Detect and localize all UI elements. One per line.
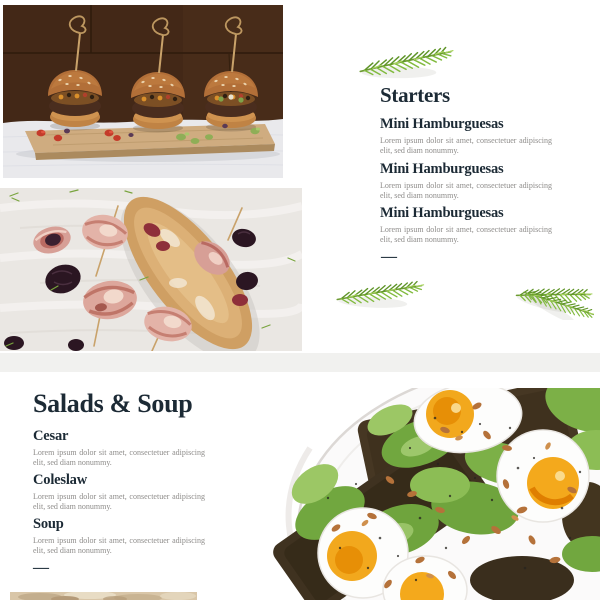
menu-item-name: Cesar [33,428,69,444]
menu-item-description: Lorem ipsum dolor sit amet, consectetuer adipiscing elit, sed diam nonummy. [380,135,552,155]
burgers-photo-illustration [3,5,283,178]
rosemary-sprig-icon [352,40,456,82]
menu-item-description: Lorem ipsum dolor sit amet, consectetuer adipiscing elit, sed diam nonummy. [33,491,205,511]
salads-section [0,372,600,600]
bread-photo-edge-illustration [10,592,197,600]
salads-title: Salads & Soup [33,389,193,418]
menu-item-name: Soup [33,516,64,532]
burgers-photo [3,5,283,178]
menu-item-soup [33,517,213,556]
menu-item-name: Coleslaw [33,472,87,488]
menu-item-starter-1 [380,117,560,156]
avocado-photo-illustration [270,388,600,600]
menu-item-coleslaw [33,473,213,512]
bacon-photo [0,188,302,351]
menu-item-cesar [33,429,213,468]
starters-title: Starters [380,83,450,107]
menu-item-starter-2 [380,162,560,201]
rosemary-sprig-icon [512,266,594,320]
menu-item-description: Lorem ipsum dolor sit amet, consectetuer adipiscing elit, sed diam nonummy. [380,224,552,244]
menu-item-description: Lorem ipsum dolor sit amet, consectetuer adipiscing elit, sed diam nonummy. [380,180,552,200]
section-divider: — [33,559,49,576]
avocado-toast-photo [270,388,600,600]
rosemary-sprig-icon [329,270,427,315]
bread-photo-edge [10,592,197,600]
menu-item-name: Mini Hamburguesas [380,205,504,221]
menu-item-name: Mini Hamburguesas [380,116,504,132]
menu-item-description: Lorem ipsum dolor sit amet, consectetuer adipiscing elit, sed diam nonummy. [33,447,205,467]
section-divider: — [381,248,397,265]
menu-item-description: Lorem ipsum dolor sit amet, consectetuer adipiscing elit, sed diam nonummy. [33,535,205,555]
bacon-photo-illustration [0,188,302,351]
menu-item-starter-3 [380,206,560,245]
menu-item-name: Mini Hamburguesas [380,161,504,177]
